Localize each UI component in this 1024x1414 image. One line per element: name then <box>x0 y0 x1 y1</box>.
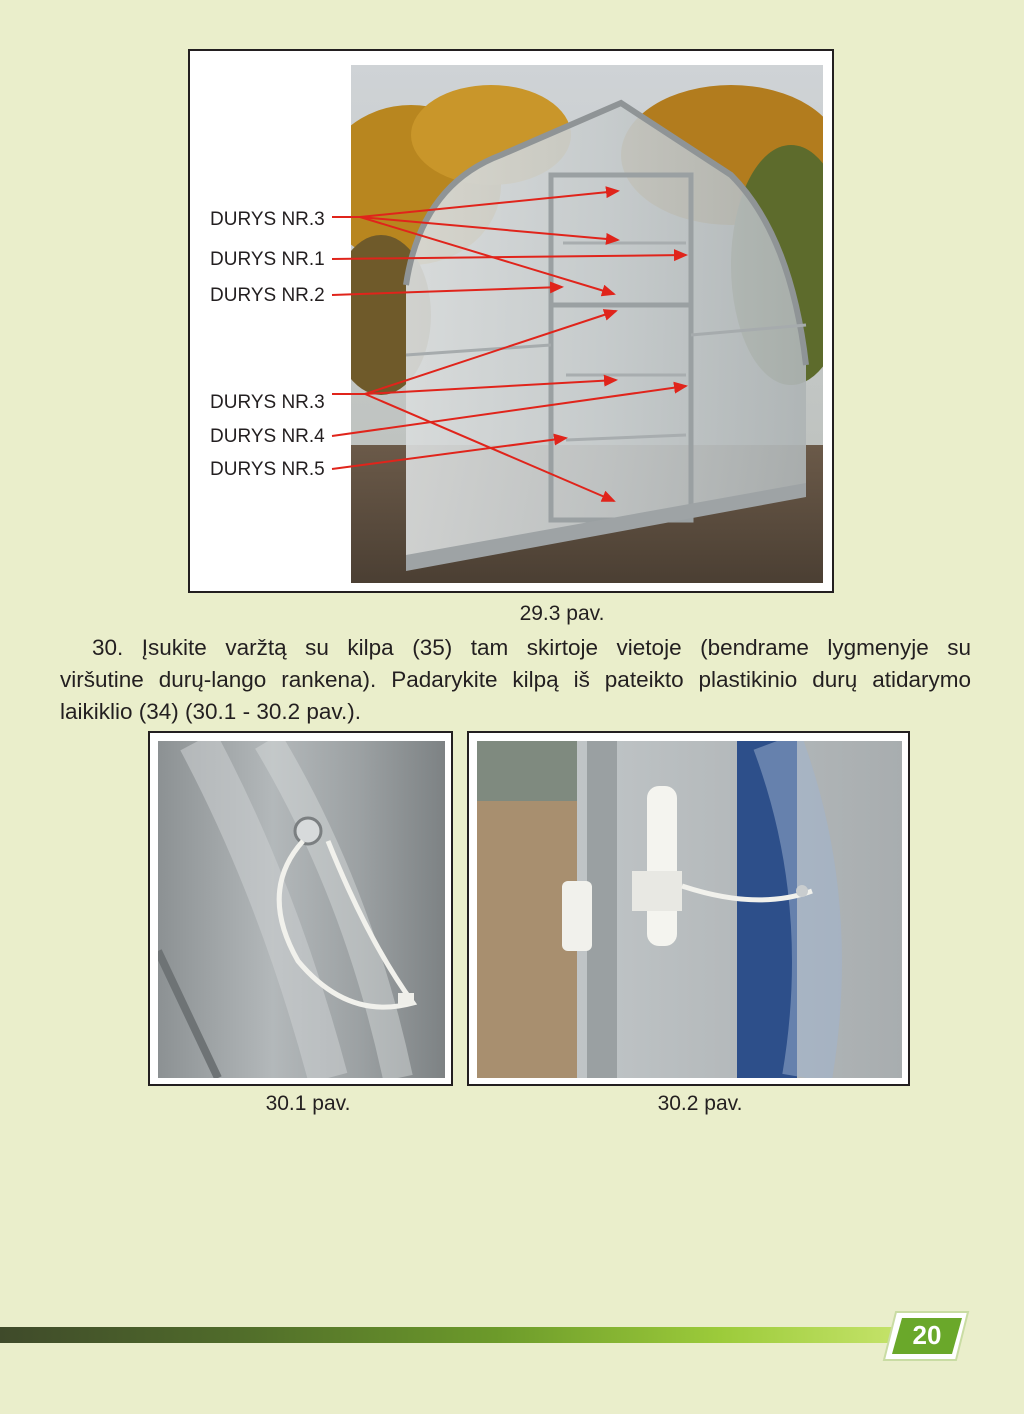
label-durys-nr3-bottom: DURYS NR.3 <box>210 392 325 413</box>
cable-tie-loop-photo <box>158 741 445 1078</box>
paragraph-line-1: 30. Įsukite varžtą su kilpa (35) tam skirtoje vietoje (bendrame lygmenyje su <box>92 635 971 660</box>
label-durys-nr5: DURYS NR.5 <box>210 459 325 480</box>
figure-30-1-frame <box>148 731 453 1086</box>
label-durys-nr1: DURYS NR.1 <box>210 249 325 270</box>
instruction-paragraph <box>60 632 971 728</box>
paragraph-line-2: viršutine durų-lango rankena). Padarykite kilpą iš pateikto plastikinio durų atidarymo <box>60 667 971 692</box>
figure-29-3-caption: 29.3 pav. <box>519 602 605 625</box>
label-durys-nr4: DURYS NR.4 <box>210 426 325 447</box>
paragraph-line-3: laikiklio (34) (30.1 - 30.2 pav.). <box>60 699 361 724</box>
label-durys-nr3-top: DURYS NR.3 <box>210 209 325 230</box>
label-durys-nr2: DURYS NR.2 <box>210 285 325 306</box>
page-number: 20 <box>912 1320 942 1350</box>
figure-30-2-frame <box>467 731 910 1086</box>
page-number-badge <box>882 1308 972 1364</box>
figure-30-2-caption: 30.2 pav. <box>657 1092 743 1115</box>
annotation-overlay <box>190 51 832 591</box>
figure-30-1-caption: 30.1 pav. <box>265 1092 351 1115</box>
footer-gradient-bar <box>0 1327 900 1343</box>
door-handle-loop-photo <box>477 741 902 1078</box>
figure-29-3-frame <box>188 49 834 593</box>
